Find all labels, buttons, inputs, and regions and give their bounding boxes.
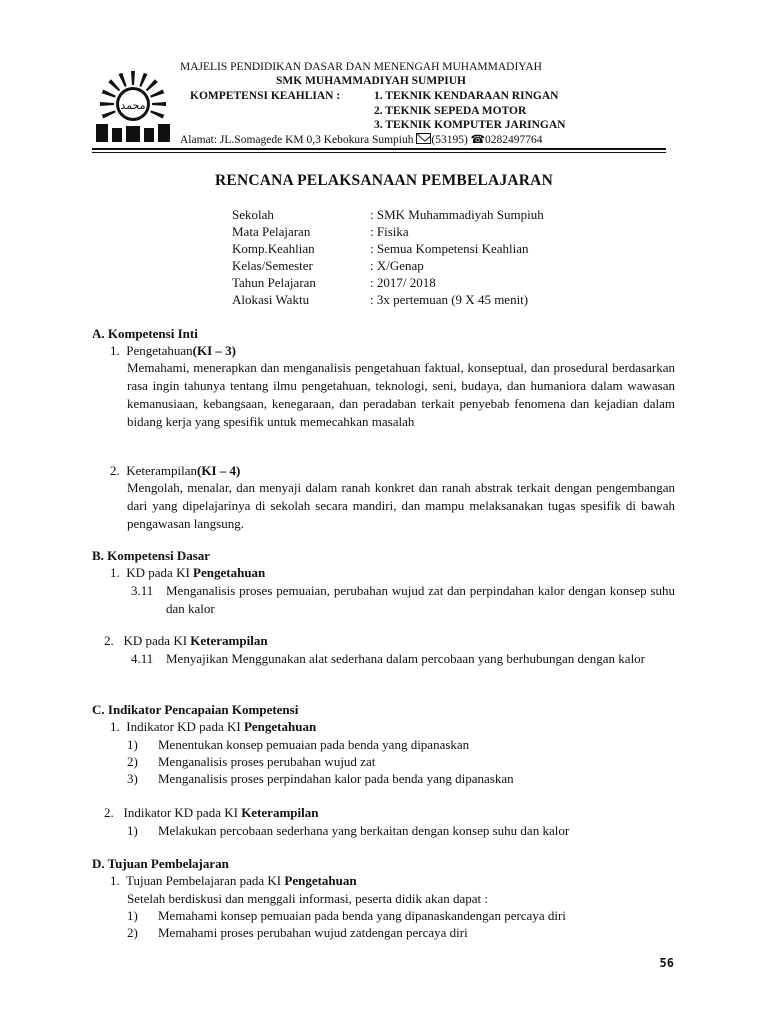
section-a-ki4-text: Mengolah, menalar, dan menyaji dalam ranah konkret dan ranah abstrak terkait dengan pengembangan dari yang dipelajarinya di sekolah secara mandiri, dan mampu melaksanakan tugas spesifik di bawah pengawasan langsung.	[127, 480, 675, 531]
header-kk1: 1. TEKNIK KENDARAAN RINGAN	[374, 90, 559, 102]
header-line1: MAJELIS PENDIDIKAN DASAR DAN MENENGAH MUHAMMADIYAH	[180, 61, 542, 73]
list-number: 2)	[127, 754, 138, 769]
header-kk3: 3. TEKNIK KOMPUTER JARINGAN	[374, 119, 566, 131]
indicator-item: Menganalisis proses perpindahan kalor pada benda yang dipanaskan	[158, 771, 514, 786]
item-number: 2.	[104, 633, 114, 648]
item-bold: Pengetahuan	[193, 565, 266, 580]
indicator-item: Menentukan konsep pemuaian pada benda yang dipanaskan	[158, 737, 470, 752]
info-value: : 3x pertemuan (9 X 45 menit)	[370, 292, 529, 307]
section-a-ki3-text: Memahami, menerapkan dan menganalisis pengetahuan faktual, konseptual, dan prosedural berdasarkan rasa ingin tahunya tentang ilmu pengetahuan, teknologi, seni, budaya, dan humaniora dalam wawasan kemanusiaan, kebangsaan, kenegaraan, dan peradaban terkait penyebab fenomena dan kejadian dalam bidang kerja yang spesifik untuk memecahkan masalah	[127, 360, 675, 429]
muhammadiyah-logo	[92, 70, 174, 146]
list-number: 2)	[127, 925, 138, 940]
info-value: : 2017/ 2018	[370, 275, 436, 290]
goal-item: Memahami proses perubahan wujud zatdengan percaya diri	[158, 925, 468, 940]
kd-3-11-text: Menganalisis proses pemuaian, perubahan wujud zat dan perpindahan kalor dengan konsep suhu dan kalor	[166, 583, 675, 616]
list-number: 1)	[127, 737, 138, 752]
info-label: Mata Pelajaran	[232, 224, 311, 239]
info-label: Komp.Keahlian	[232, 241, 315, 256]
info-label: Tahun Pelajaran	[232, 275, 316, 290]
info-value: : X/Genap	[370, 258, 424, 273]
logo-calligraphy: محمد	[120, 99, 146, 112]
section-c-heading: C. Indikator Pencapaian Kompetensi	[92, 702, 299, 717]
list-number: 3)	[127, 771, 138, 786]
address-text: Alamat: JL.Somagede KM 0,3 Kebokura Sumpiuh	[180, 134, 417, 146]
item-number: 1.	[110, 719, 120, 734]
item-label: Tujuan Pembelajaran pada KI	[126, 873, 285, 888]
page-number: 56	[659, 956, 674, 970]
item-bold: Pengetahuan	[243, 719, 317, 734]
header-rule-thin	[92, 152, 666, 153]
item-bold: (KI – 3)	[192, 343, 237, 358]
section-d-heading: D. Tujuan Pembelajaran	[92, 856, 229, 871]
section-a-heading: A. Kompetensi Inti	[92, 326, 198, 341]
info-value: : Fisika	[370, 224, 409, 239]
item-label: Keterampilan	[126, 463, 197, 478]
postal-code: (53195)	[431, 134, 471, 146]
section-c-item1	[110, 718, 316, 735]
info-label: Alokasi Waktu	[232, 292, 310, 307]
info-value: : Semua Kompetensi Keahlian	[370, 241, 529, 256]
goal-item: Memahami konsep pemuaian pada benda yang dipanaskandengan percaya diri	[158, 908, 566, 923]
indicator-item: Melakukan percobaan sederhana yang berkaitan dengan konsep suhu dan kalor	[158, 823, 570, 838]
item-number: 1.	[110, 565, 120, 580]
header-kk2: 2. TEKNIK SEPEDA MOTOR	[374, 105, 527, 117]
kd-number: 3.11	[131, 583, 154, 598]
section-b-heading: B. Kompetensi Dasar	[92, 548, 211, 563]
phone-icon: ☎	[470, 134, 485, 146]
item-number: 1.	[110, 873, 120, 888]
page-title: RENCANA PELAKSANAAN PEMBELAJARAN	[215, 172, 553, 189]
section-d-item1	[110, 872, 357, 889]
item-label: KD pada KI	[123, 633, 191, 648]
info-label: Sekolah	[232, 207, 274, 222]
header-school-name: SMK MUHAMMADIYAH SUMPIUH	[276, 75, 466, 87]
info-value: : SMK Muhammadiyah Sumpiuh	[370, 207, 544, 222]
item-bold: Keterampilan	[241, 805, 319, 820]
section-a-item2	[110, 462, 240, 479]
section-c-item2	[104, 804, 318, 821]
phone-number: 0282497764	[484, 134, 543, 146]
header-kk-label: KOMPETENSI KEAHLIAN :	[190, 90, 341, 102]
section-a-item1	[110, 342, 236, 359]
indicator-item: Menganalisis proses perubahan wujud zat	[158, 754, 376, 769]
info-label: Kelas/Semester	[232, 258, 313, 273]
header-rule-thick	[92, 148, 666, 150]
list-number: 1)	[127, 823, 138, 838]
section-d-intro: Setelah berdiskusi dan menggali informasi, peserta didik akan dapat :	[127, 891, 489, 906]
kd-4-11-text: Menyajikan Menggunakan alat sederhana dalam percobaan yang berhubungan dengan kalor	[166, 651, 646, 666]
item-bold: Keterampilan	[190, 633, 268, 648]
list-number: 1)	[127, 908, 138, 923]
item-label: Pengetahuan	[126, 343, 193, 358]
section-b-item2	[104, 632, 268, 649]
item-number: 2.	[110, 463, 120, 478]
item-bold: (KI – 4)	[197, 463, 241, 478]
item-bold: Pengetahuan	[284, 873, 357, 888]
header-address	[180, 133, 542, 147]
item-number: 1.	[110, 343, 120, 358]
item-label: KD pada KI	[126, 565, 194, 580]
item-label: Indikator KD pada KI	[126, 719, 244, 734]
kd-number: 4.11	[131, 651, 154, 666]
item-number: 2.	[104, 805, 114, 820]
mail-icon	[416, 133, 431, 144]
item-label: Indikator KD pada KI	[123, 805, 242, 820]
section-b-item1	[110, 564, 265, 581]
